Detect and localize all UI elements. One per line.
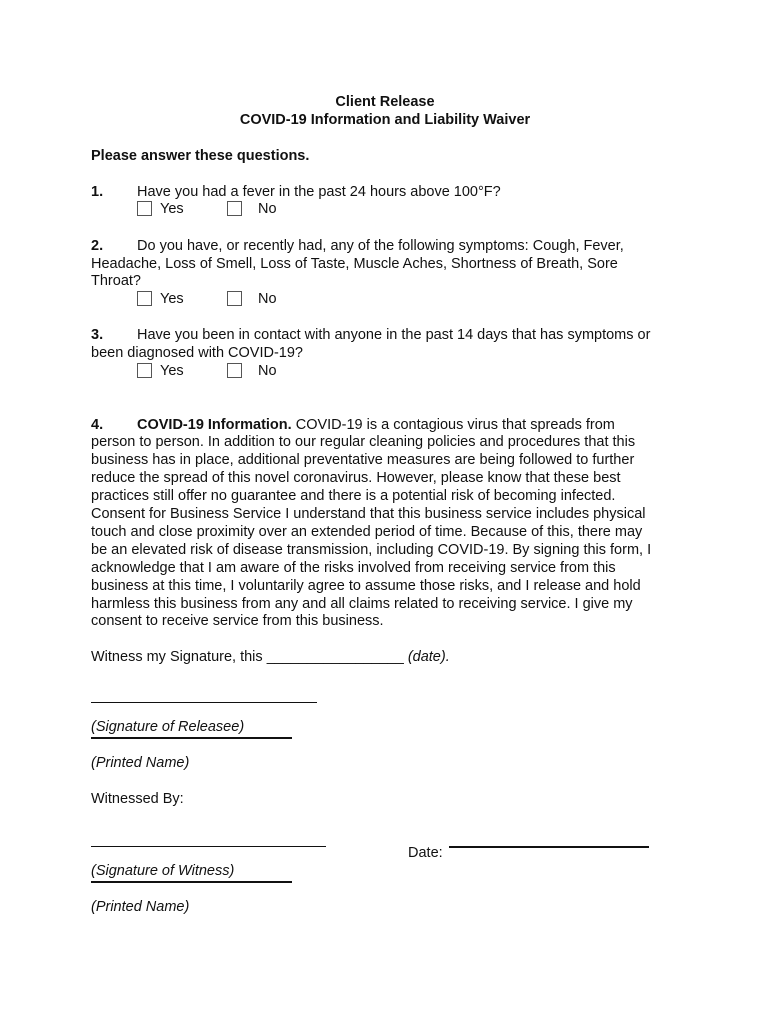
witness-signature-label: (Signature of Witness) (91, 863, 235, 879)
section-4-line-4: practices still offer no guarantee and there is a potential risk of becoming infected. (91, 488, 616, 504)
question-2-text-line1: Do you have, or recently had, any of the following symptoms: Cough, Fever, (137, 238, 624, 254)
question-2-no-label[interactable]: No (258, 291, 277, 307)
section-4-line-8: acknowledge that I am aware of the risks involved from receiving service from this (91, 560, 616, 576)
document-subtitle: COVID-19 Information and Liability Waiver (239, 112, 531, 128)
releasee-printed-name-label: (Printed Name) (91, 755, 190, 771)
witness-prefix: Witness my Signature, this (91, 649, 263, 665)
witness-signature-field[interactable] (91, 846, 326, 847)
question-1-options (137, 201, 184, 217)
section-4-line-10: harmless this business from any and all claims related to receiving service. I give my (91, 596, 633, 612)
question-1-no-checkbox[interactable] (227, 201, 242, 216)
releasee-printed-name-field[interactable] (91, 737, 292, 739)
question-3-text-line2: been diagnosed with COVID-19? (91, 345, 303, 361)
question-1-yes-checkbox[interactable] (137, 201, 152, 216)
section-4-line-7: be an elevated risk of disease transmission, including COVID-19. By signing this form, I (91, 542, 652, 558)
question-2-number: 2. (91, 238, 104, 254)
question-3-number: 3. (91, 327, 104, 343)
section-4-heading: COVID-19 Information. (137, 417, 292, 433)
witnessed-by-label: Witnessed By: (91, 791, 184, 807)
section-4-line-1: person to person. In addition to our regular cleaning policies and procedures that this (91, 434, 636, 450)
question-3-no-checkbox[interactable] (227, 363, 242, 378)
witness-printed-name-field[interactable] (91, 881, 292, 883)
question-2-yes-checkbox[interactable] (137, 291, 152, 306)
question-1-number: 1. (91, 184, 104, 200)
question-2-options (137, 291, 184, 307)
question-1-text: Have you had a fever in the past 24 hours above 100°F? (137, 184, 501, 200)
section-4-line-2: business has in place, additional preventative measures are being followed to further (91, 452, 635, 468)
witness-signature-line (91, 649, 450, 665)
document-title: Client Release (335, 94, 435, 110)
question-3-text-line1: Have you been in contact with anyone in the past 14 days that has symptoms or (137, 327, 651, 343)
section-4-line-6: touch and close proximity over an extended period of time. Because of this, there may (91, 524, 643, 540)
witness-suffix: (date). (407, 649, 450, 665)
question-3-no-label[interactable]: No (258, 363, 277, 379)
releasee-signature-field[interactable] (91, 702, 317, 703)
witness-printed-name-label: (Printed Name) (91, 899, 190, 915)
question-1-no-option (227, 201, 277, 217)
date-label: Date: (408, 845, 443, 861)
section-4-line-9: business at this time, I voluntarily agree to assume those risks, and I release and hold (91, 578, 641, 594)
section-4-line-0: COVID-19 is a contagious virus that spreads from (295, 417, 615, 433)
question-2-no-checkbox[interactable] (227, 291, 242, 306)
question-1-yes-label[interactable]: Yes (160, 201, 184, 217)
question-1-no-label[interactable]: No (258, 201, 277, 217)
question-3-no-option (227, 363, 277, 379)
witness-date-field[interactable] (449, 846, 649, 848)
question-2-text-line3: Throat? (91, 273, 141, 289)
section-4-first-line (137, 417, 615, 433)
releasee-signature-label: (Signature of Releasee) (91, 719, 245, 735)
question-3-yes-label[interactable]: Yes (160, 363, 184, 379)
section-4-number: 4. (91, 417, 104, 433)
question-3-options (137, 363, 184, 379)
question-2-text-line2: Headache, Loss of Smell, Loss of Taste, Muscle Aches, Shortness of Breath, Sore (91, 256, 618, 272)
section-4-line-11: consent to receive service from this business. (91, 613, 384, 629)
instruction-text: Please answer these questions. (91, 148, 310, 164)
question-2-no-option (227, 291, 277, 307)
question-2-yes-label[interactable]: Yes (160, 291, 184, 307)
section-4-line-5: Consent for Business Service I understand that this business service includes physical (91, 506, 646, 522)
date-blank-field[interactable]: _________________ (266, 649, 404, 665)
section-4-line-3: reduce the spread of this novel coronavirus. However, please know that these best (91, 470, 621, 486)
question-3-yes-checkbox[interactable] (137, 363, 152, 378)
